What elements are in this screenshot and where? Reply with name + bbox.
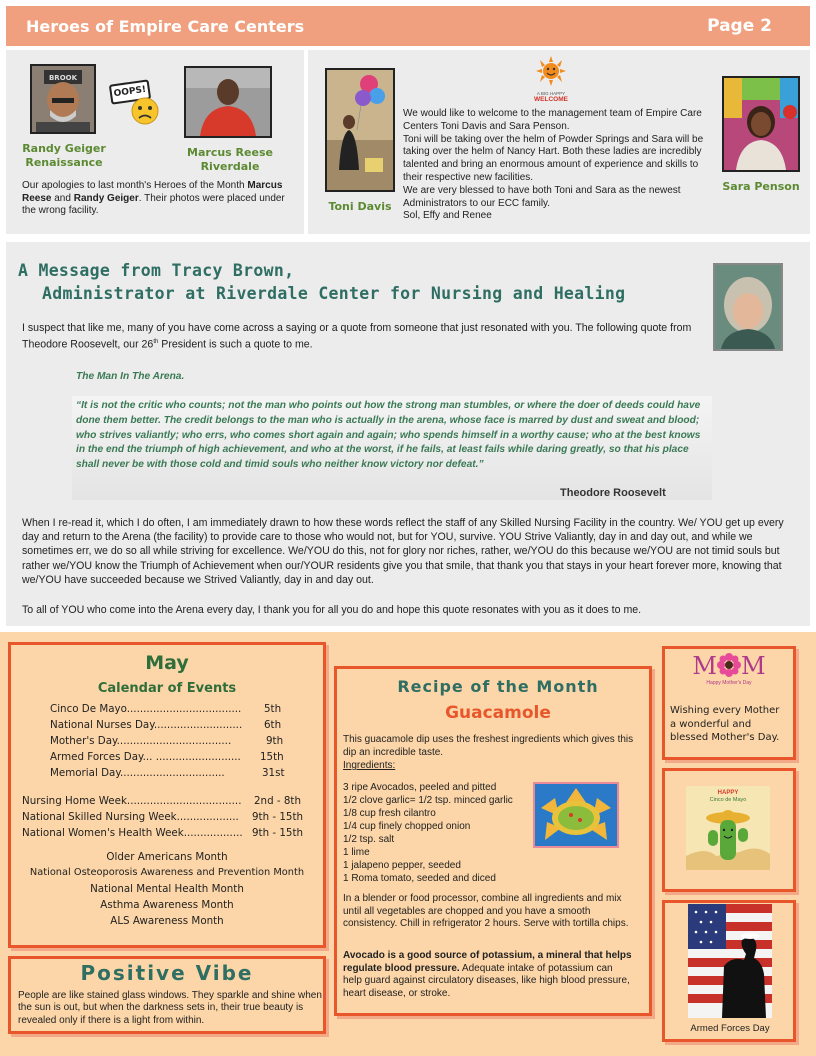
calendar-event-row: Memorial Day................................ xyxy=(50,767,225,779)
calendar-week-date: 9th - 15th xyxy=(252,811,304,823)
cinco-de-mayo-art: HAPPY Cinco de Mayo xyxy=(686,786,770,870)
guacamole-photo xyxy=(533,782,619,848)
ingredient-item: 1 Roma tomato, seeded and diced xyxy=(343,873,496,884)
calendar-event-row: National Nurses Day........................... xyxy=(50,719,243,731)
page-header xyxy=(6,6,810,46)
welcome-text: We would like to welcome to the management team of Empire Care Centers Toni Davis and Sara Penson. Toni will be taking over the helm of Powder Springs and Sara will be taking over the helm of Nancy Hart. Both these ladies are incredibly talented and bring an enormous amount of experience and skills to their respective new facilities. We are very blessed to have both Toni and Sara as the newest Administrators to our ECC family. Sol, Effy and Renee xyxy=(403,108,704,222)
calendar-subtitle: Calendar of Events xyxy=(97,681,237,696)
calendar-week-date: 9th - 15th xyxy=(252,827,304,839)
tracy-message-title: A Message from Tracy Brown, Administrator at Riverdale Center for Nursing and Healing xyxy=(18,261,626,303)
avocado-fact: Avocado is a good source of potassium, a mineral that helps regulate blood pressure. Adequate intake of potassium can help guard against circulatory diseases, like high blood pressure, heart disease, or stroke. xyxy=(343,950,632,999)
armed-forces-art xyxy=(688,904,772,1018)
positive-vibe-text: People are like stained glass windows. They sparkle and shine when the sun is out, but when the darkness sets in, their true beauty is revealed only if there is a light from within. xyxy=(18,990,322,1026)
calendar-observance: Asthma Awareness Month xyxy=(100,899,234,911)
ingredient-item: 1/2 clove garlic= 1/2 tsp. minced garlic xyxy=(343,795,513,806)
positive-vibe-title: Positive Vibe xyxy=(80,961,254,985)
ingredient-item: 3 ripe Avocados, peeled and pitted xyxy=(343,782,497,793)
randy-geiger-photo xyxy=(30,64,96,134)
quote-title: The Man In The Arena. xyxy=(76,371,185,382)
sara-penson-caption: Sara Penson xyxy=(722,180,800,193)
recipe-dish: Guacamole xyxy=(445,703,551,723)
sara-penson-photo xyxy=(722,76,800,172)
marcus-reese-caption: Marcus Reese Riverdale xyxy=(187,146,273,173)
calendar-event-date: 5th xyxy=(264,703,282,715)
roosevelt-quote: “It is not the critic who counts; not the man who points out how the strong man stumbles, or where the doer of deeds could have done them better. The credit belongs to the man who is actually in the arena, whose face is marred by dust and sweat and blood; who strives valiantly; who errs, who comes short again and again; who spends himself in a worthy cause; who at the best knows in the end the triumph of high achievement, and who at the worst, if he fails, at least fails while daring greatly, so that his place shall never be with those cold and timid souls who neither know victory nor defeat.” xyxy=(76,400,701,471)
mom-logo: M M Happy Mother's Day xyxy=(692,652,766,686)
quote-attribution: Theodore Roosevelt xyxy=(560,487,666,499)
calendar-week-row: National Skilled Nursing Week................... xyxy=(22,811,239,823)
svg-text:BROOK: BROOK xyxy=(48,74,78,82)
marcus-reese-photo xyxy=(184,66,272,138)
recipe-directions: In a blender or food processor, combine all ingredients and mix until all vegetables are chopped and you have a smooth consistency. Chill in refrigerator 2 hours. Serve with tortilla chips. xyxy=(343,893,629,930)
calendar-month: May xyxy=(145,652,189,674)
mothers-day-text: Wishing every Mother a wonderful and blessed Mother's Day. xyxy=(670,705,780,744)
calendar-observance: National Mental Health Month xyxy=(90,883,244,895)
calendar-week-date: 2nd - 8th xyxy=(254,795,301,807)
randy-geiger-caption: Randy Geiger Renaissance xyxy=(22,142,106,169)
ingredient-item: 1/4 cup finely chopped onion xyxy=(343,821,471,832)
recipe-ingredients-label: Ingredients: xyxy=(343,760,396,771)
calendar-event-date: 6th xyxy=(264,719,282,731)
toni-davis-caption: Toni Davis xyxy=(328,200,392,213)
ingredient-item: 1/2 tsp. salt xyxy=(343,834,395,845)
flower-icon xyxy=(717,653,741,677)
calendar-event-row: Cinco De Mayo................................... xyxy=(50,703,242,715)
recipe-intro: This guacamole dip uses the freshest ingredients which gives this dip an incredible taste. xyxy=(343,734,634,758)
calendar-event-date: 15th xyxy=(260,751,284,763)
calendar-week-row: Nursing Home Week................................... xyxy=(22,795,242,807)
calendar-week-row: National Women's Health Week.................. xyxy=(22,827,243,839)
calendar-observance: Older Americans Month xyxy=(106,851,228,863)
ingredient-item: 1/8 cup fresh cilantro xyxy=(343,808,436,819)
ingredient-item: 1 lime xyxy=(343,847,370,858)
tracy-intro: I suspect that like me, many of you have come across a saying or a quote from someone that just resonated with you. The following quote from Theodore Roosevelt, our 26th President is such a quote to me. xyxy=(22,322,692,351)
oops-sign: OOPS! xyxy=(109,79,151,104)
toni-davis-photo xyxy=(325,68,395,192)
worried-face-icon xyxy=(130,96,160,126)
tracy-paragraph-2: To all of YOU who come into the Arena every day, I thank you for all you do and hope this quote resonates with you as it does to me. xyxy=(22,604,642,616)
welcome-logo: A BIG HAPPY WELCOME xyxy=(524,56,578,104)
ingredient-item: 1 jalapeno pepper, seeded xyxy=(343,860,461,871)
calendar-observance: ALS Awareness Month xyxy=(110,915,224,927)
recipe-title: Recipe of the Month xyxy=(397,677,599,696)
calendar-event-row: Armed Forces Day... .......................... xyxy=(50,751,241,763)
tracy-paragraph-1: When I re-read it, which I do often, I am immediately drawn to how these words reflect the staff of any Skilled Nursing Facility in the country. We/ YOU get up every day and return to the Arena (the facility) to provide care to those who would not, but for YOU, survive. YOU Strive Valiantly, day in and day out, and while we sometimes err, we do so all while striving for excellence. We/YOU do this, not for glory nor riches, rather, we/YOU do this because we/YOU are not timid souls but rather we/YOU know the Triumph of Achievement when our/YOUR residents give you that smile, that thank you that stays in your heart forever more, knowing that we/YOU have succeeded because we Strived Valiantly, day in and day out. xyxy=(22,517,784,586)
page-number: Page 2 xyxy=(707,16,772,36)
calendar-event-date: 9th xyxy=(266,735,284,747)
newsletter-title: Heroes of Empire Care Centers xyxy=(26,16,305,36)
calendar-event-date: 31st xyxy=(262,767,285,779)
apology-text: Our apologies to last month's Heroes of the Month Marcus Reese and Randy Geiger. Their photos were placed under the wrong facility. xyxy=(22,180,285,217)
calendar-observance: National Osteoporosis Awareness and Prevention Month xyxy=(29,867,305,878)
tracy-brown-photo xyxy=(713,263,783,351)
calendar-event-row: Mother's Day................................... xyxy=(50,735,232,747)
armed-forces-caption: Armed Forces Day xyxy=(690,1023,770,1034)
